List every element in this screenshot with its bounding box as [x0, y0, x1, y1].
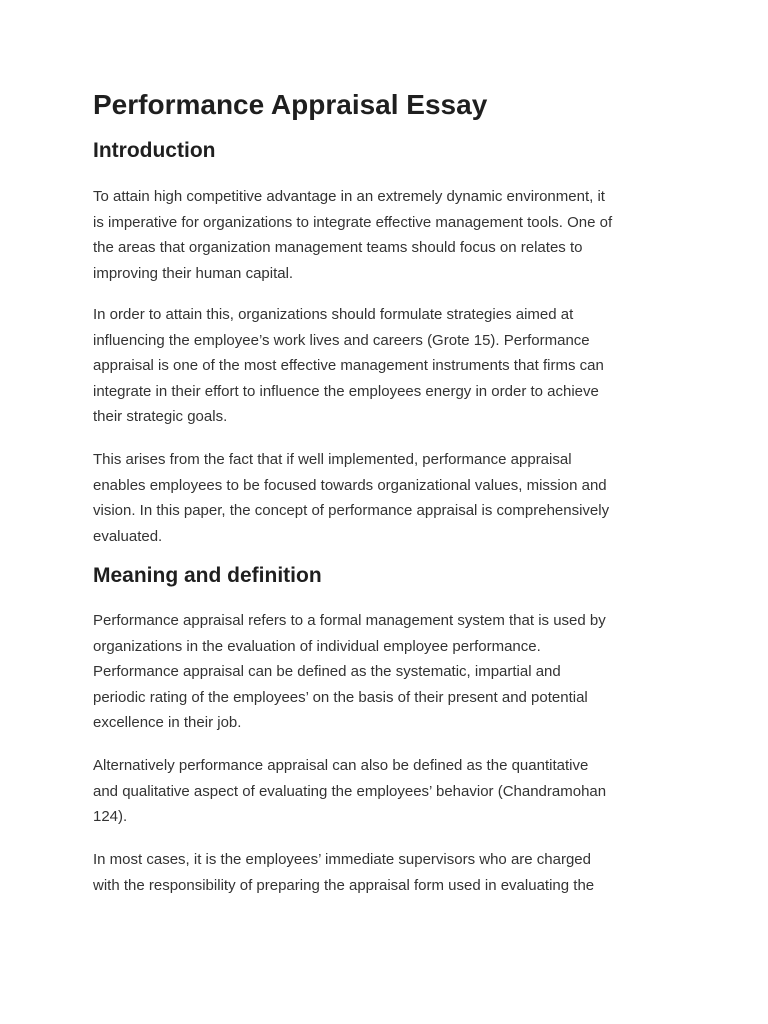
- paragraph: [93, 608, 606, 736]
- text-line: This arises from the fact that if well implemented, performance appraisal: [93, 451, 572, 468]
- text-line: To attain high competitive advantage in an extremely dynamic environment, it: [93, 188, 605, 205]
- text-line: Performance appraisal can be defined as the systematic, impartial and: [93, 663, 561, 681]
- text-line: the areas that organization management teams should focus on relates to: [93, 239, 583, 257]
- text-line: In most cases, it is the employees’ immediate supervisors who are charged: [93, 851, 591, 868]
- paragraph: [93, 184, 612, 286]
- text-line: improving their human capital.: [93, 264, 294, 282]
- text-line: influencing the employee’s work lives and careers (Grote 15). Performance: [93, 331, 590, 349]
- text-line: vision. In this paper, the concept of performance appraisal is comprehensively: [93, 502, 610, 520]
- text-line: is imperative for organizations to integrate effective management tools. One of: [93, 213, 613, 231]
- section-heading-meaning-and-definition: Meaning and definition: [93, 564, 322, 587]
- text-line: In order to attain this, organizations should formulate strategies aimed at: [93, 306, 574, 323]
- text-line: and qualitative aspect of evaluating the employees’ behavior (Chandramohan: [93, 782, 607, 800]
- paragraph: [93, 447, 609, 549]
- text-line: evaluated.: [93, 527, 163, 545]
- text-line: appraisal is one of the most effective management instruments that firms can: [93, 357, 604, 375]
- paragraph: [93, 302, 604, 430]
- paragraph: [93, 753, 606, 830]
- section-heading-introduction: Introduction: [93, 139, 216, 162]
- text-line: excellence in their job.: [93, 714, 242, 732]
- document-title: Performance Appraisal Essay: [93, 89, 488, 120]
- text-line: Performance appraisal refers to a formal management system that is used by: [93, 612, 606, 629]
- text-line: enables employees to be focused towards organizational values, mission and: [93, 476, 607, 494]
- text-line: organizations in the evaluation of individual employee performance.: [93, 637, 541, 655]
- text-line: integrate in their effort to influence the employees energy in order to achieve: [93, 382, 599, 400]
- text-line: periodic rating of the employees’ on the basis of their present and potential: [93, 688, 588, 706]
- text-line: 124).: [93, 808, 128, 826]
- text-line: Alternatively performance appraisal can also be defined as the quantitative: [93, 757, 589, 774]
- text-line: their strategic goals.: [93, 408, 228, 426]
- paragraph: [93, 847, 594, 898]
- text-line: with the responsibility of preparing the appraisal form used in evaluating the: [93, 876, 595, 894]
